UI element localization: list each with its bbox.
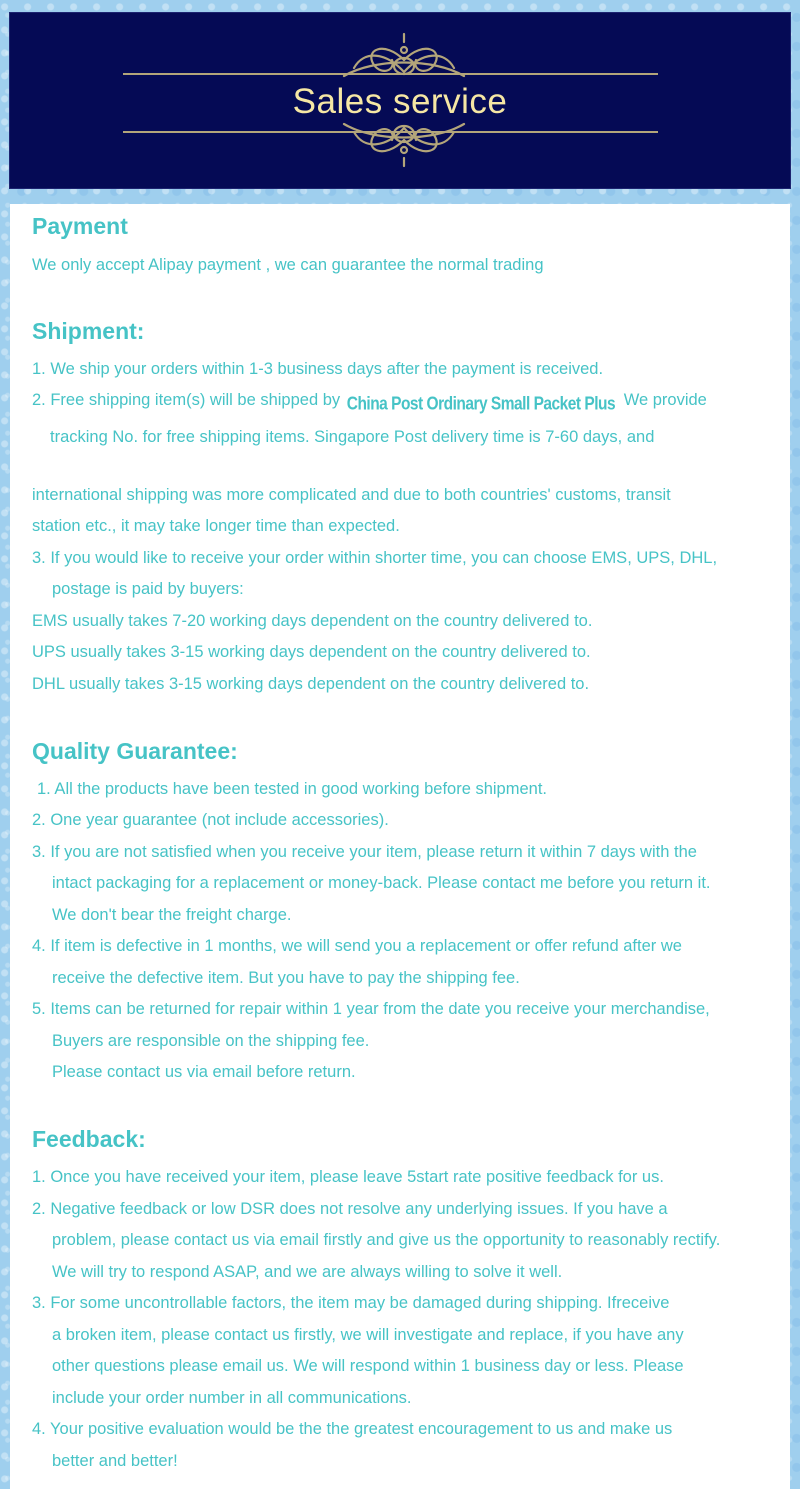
shipment-line-5: station etc., it may take longer time than expected. — [32, 517, 400, 535]
quality-heading: Quality Guarantee: — [32, 738, 238, 764]
shipment-line-6: 3. If you would like to receive your order within shorter time, you can choose EMS, UPS, DHL, — [32, 549, 718, 567]
quality-line-3: 3. If you are not satisfied when you receive your item, please return it within 7 days with the — [32, 843, 697, 861]
shipment-heading: Shipment: — [32, 318, 145, 344]
feedback-line-9: 4. Your positive evaluation would be the the greatest encouragement to us and make us — [32, 1420, 673, 1438]
feedback-line-7: other questions please email us. We will respond within 1 business day or less. Please — [52, 1357, 684, 1375]
quality-line-8: 5. Items can be returned for repair within 1 year from the date you receive your merchandise, — [32, 1000, 710, 1018]
shipment-line-4: international shipping was more complicated and due to both countries' customs, transit — [32, 486, 671, 504]
shipment-line-8: EMS usually takes 7-20 working days dependent on the country delivered to. — [32, 612, 593, 630]
feedback-line-3: problem, please contact us via email firstly and give us the opportunity to reasonably rectify. — [52, 1231, 721, 1249]
feedback-heading: Feedback: — [32, 1126, 146, 1152]
feedback-line-4: We will try to respond ASAP, and we are always willing to solve it well. — [52, 1263, 563, 1281]
payment-heading: Payment — [32, 213, 128, 239]
content-panel — [10, 204, 790, 1489]
feedback-line-2: 2. Negative feedback or low DSR does not resolve any underlying issues. If you have a — [32, 1200, 668, 1218]
payment-line: We only accept Alipay payment , we can guarantee the normal trading — [32, 256, 544, 274]
shipment-line-2-prefix: 2. Free shipping item(s) will be shipped by — [32, 391, 341, 409]
shipment-line-9: UPS usually takes 3-15 working days dependent on the country delivered to. — [32, 643, 591, 661]
feedback-line-6: a broken item, please contact us firstly, we will investigate and replace, if you have any — [52, 1326, 684, 1344]
feedback-line-5: 3. For some uncontrollable factors, the item may be damaged during shipping. Ifreceive — [32, 1294, 670, 1312]
quality-line-10: Please contact us via email before return. — [52, 1063, 356, 1081]
quality-line-5: We don't bear the freight charge. — [52, 906, 292, 924]
quality-line-1: 1. All the products have been tested in good working before shipment. — [37, 780, 547, 798]
feedback-line-10: better and better! — [52, 1452, 178, 1470]
carrier-name: China Post Ordinary Small Packet Plus — [346, 394, 616, 415]
quality-line-4: intact packaging for a replacement or money-back. Please contact me before you return it. — [52, 874, 711, 892]
shipment-line-2 — [32, 390, 707, 415]
quality-line-7: receive the defective item. But you have to pay the shipping fee. — [52, 969, 520, 987]
quality-line-6: 4. If item is defective in 1 months, we will send you a replacement or offer refund after we — [32, 937, 682, 955]
shipment-line-7: postage is paid by buyers: — [52, 580, 244, 598]
banner-title: Sales service — [292, 82, 508, 121]
banner-rule-bottom — [123, 131, 658, 133]
shipment-line-1: 1. We ship your orders within 1-3 business days after the payment is received. — [32, 360, 604, 378]
shipment-line-10: DHL usually takes 3-15 working days dependent on the country delivered to. — [32, 675, 590, 693]
shipment-line-3: tracking No. for free shipping items. Singapore Post delivery time is 7-60 days, and — [50, 428, 655, 446]
quality-line-9: Buyers are responsible on the shipping fee. — [52, 1032, 370, 1050]
feedback-line-8: include your order number in all communications. — [52, 1389, 412, 1407]
shipment-line-2-suffix: We provide — [623, 391, 707, 409]
sales-service-banner — [9, 12, 791, 189]
quality-line-2: 2. One year guarantee (not include accessories). — [32, 811, 389, 829]
banner-rule-top — [123, 73, 658, 75]
feedback-line-1: 1. Once you have received your item, please leave 5start rate positive feedback for us. — [32, 1168, 664, 1186]
